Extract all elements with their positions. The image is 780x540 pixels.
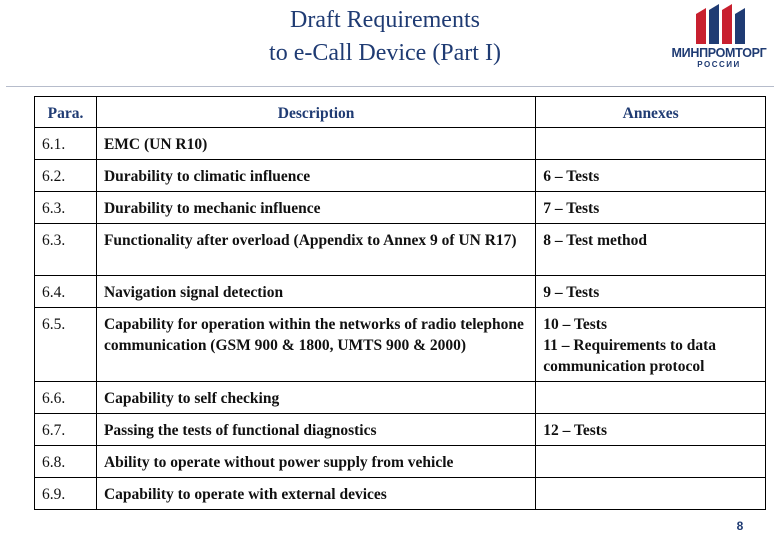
annex-entry: 10 – Tests <box>543 316 607 333</box>
table-row <box>35 224 766 276</box>
row-para: 6.8. <box>35 446 97 478</box>
row-annexes <box>536 192 766 224</box>
annex-entry: 11 – Requirements to data communication protocol <box>543 337 717 375</box>
annex-entry: 12 – Tests <box>543 422 607 439</box>
row-para: 6.3. <box>35 224 97 276</box>
row-annexes <box>536 446 766 478</box>
slide-title <box>150 4 620 70</box>
page-number: 8 <box>736 519 744 533</box>
annex-entry: 6 – Tests <box>543 168 600 185</box>
table-row <box>35 128 766 160</box>
building-columns-logo-icon <box>692 4 748 44</box>
row-description: Navigation signal detection <box>96 276 535 308</box>
header-description: Description <box>96 97 535 128</box>
row-annexes <box>536 478 766 510</box>
row-description: EMC (UN R10) <box>96 128 535 160</box>
row-description: Capability to operate with external devices <box>96 478 535 510</box>
row-annexes <box>536 128 766 160</box>
row-para: 6.1. <box>35 128 97 160</box>
row-annexes <box>536 224 766 276</box>
row-description: Passing the tests of functional diagnostics <box>96 414 535 446</box>
row-annexes <box>536 276 766 308</box>
annex-entry: 9 – Tests <box>543 284 600 301</box>
row-para: 6.3. <box>35 192 97 224</box>
requirements-table <box>34 96 766 510</box>
table-row <box>35 382 766 414</box>
logo-text: МИНПРОМТОРГ <box>671 46 767 60</box>
row-annexes <box>536 308 766 382</box>
slide-title-line-2: to e-Call Device (Part I) <box>269 40 501 66</box>
slide-title-line-1: Draft Requirements <box>290 7 480 33</box>
row-annexes <box>536 414 766 446</box>
annex-entry: 7 – Tests <box>543 200 600 217</box>
row-para: 6.5. <box>35 308 97 382</box>
row-para: 6.2. <box>35 160 97 192</box>
header-annexes: Annexes <box>536 97 766 128</box>
row-description: Ability to operate without power supply from vehicle <box>96 446 535 478</box>
ministry-logo <box>664 4 774 70</box>
row-description: Functionality after overload (Appendix to Annex 9 of UN R17) <box>96 224 535 276</box>
row-description: Durability to mechanic influence <box>96 192 535 224</box>
header-para: Para. <box>35 97 97 128</box>
logo-subtext: РОССИИ <box>697 60 741 69</box>
table-row <box>35 446 766 478</box>
annex-entry: 8 – Test method <box>543 232 648 249</box>
row-description: Capability to self checking <box>96 382 535 414</box>
table-row <box>35 414 766 446</box>
row-annexes <box>536 382 766 414</box>
table-row <box>35 160 766 192</box>
row-para: 6.6. <box>35 382 97 414</box>
row-annexes <box>536 160 766 192</box>
row-description: Durability to climatic influence <box>96 160 535 192</box>
table-row <box>35 276 766 308</box>
table-row <box>35 192 766 224</box>
row-para: 6.9. <box>35 478 97 510</box>
table-row <box>35 478 766 510</box>
row-para: 6.4. <box>35 276 97 308</box>
table-header-row <box>35 97 766 128</box>
row-para: 6.7. <box>35 414 97 446</box>
row-description: Capability for operation within the networks of radio telephone communication (GSM 900 & 1800, UMTS 900 & 2000) <box>96 308 535 382</box>
table-row <box>35 308 766 382</box>
header-divider <box>6 86 774 87</box>
